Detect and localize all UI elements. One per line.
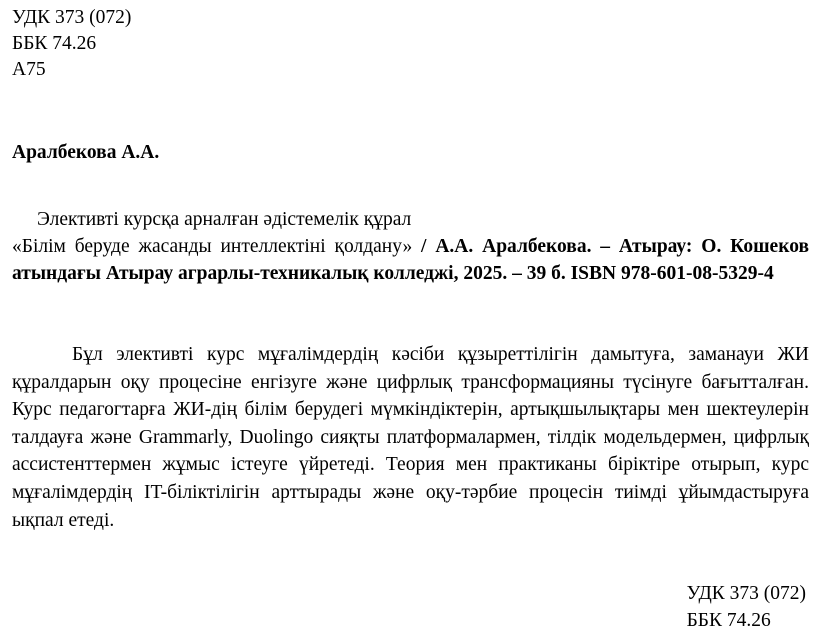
udk-code: УДК 373 (072) [12,7,132,28]
author-name: Аралбекова А.А. [12,142,160,163]
bibliographic-description [12,206,809,287]
book-title: «Білім беруде жасанды интеллектіні қолдану» [12,236,413,257]
udk-code-bottom: УДК 373 (072) [686,583,806,604]
classification-codes-bottom [687,580,806,634]
abstract-paragraph: Бұл элективті курс мұғалімдердің кәсіби құзыреттілігін дамытуға, заманауи ЖИ құралдарын оқу процесіне енгізуге және цифрлық трансформацияны түсінуге бағытталған. Курс педагогтарға ЖИ-дің білім берудегі мүмкіндіктерін, артықшылықтары мен шектеулерін талдауға және Grammarly, Duolingo сияқты платформалармен, тілдік модельдермен, цифрлық ассистенттермен жұмыс істеуге үйретеді. Теория мен практиканы біріктіре отырып, курс мұғалімдердің IT-біліктілігін арттырады және оқу-тәрбие процесін тиімді ұйымдастыруға ықпал етеді. [12,344,809,531]
bbk-code-bottom: ББК 74.26 [686,610,771,631]
bbk-code: ББК 74.26 [12,33,97,54]
publication-genre: Элективті курсқа арналған әдістемелік құрал [37,209,412,230]
imprint-details: / А.А. Аралбекова. – Атырау: О. Кошеков атындағы Атырау аграрлы-техникалық колледжі, 2025. – 39 б. ISBN 978-601-08-5329-4 [12,236,809,284]
bibliographic-record [12,233,809,287]
author-sign: А75 [12,59,46,80]
classification-codes-top [12,5,131,83]
